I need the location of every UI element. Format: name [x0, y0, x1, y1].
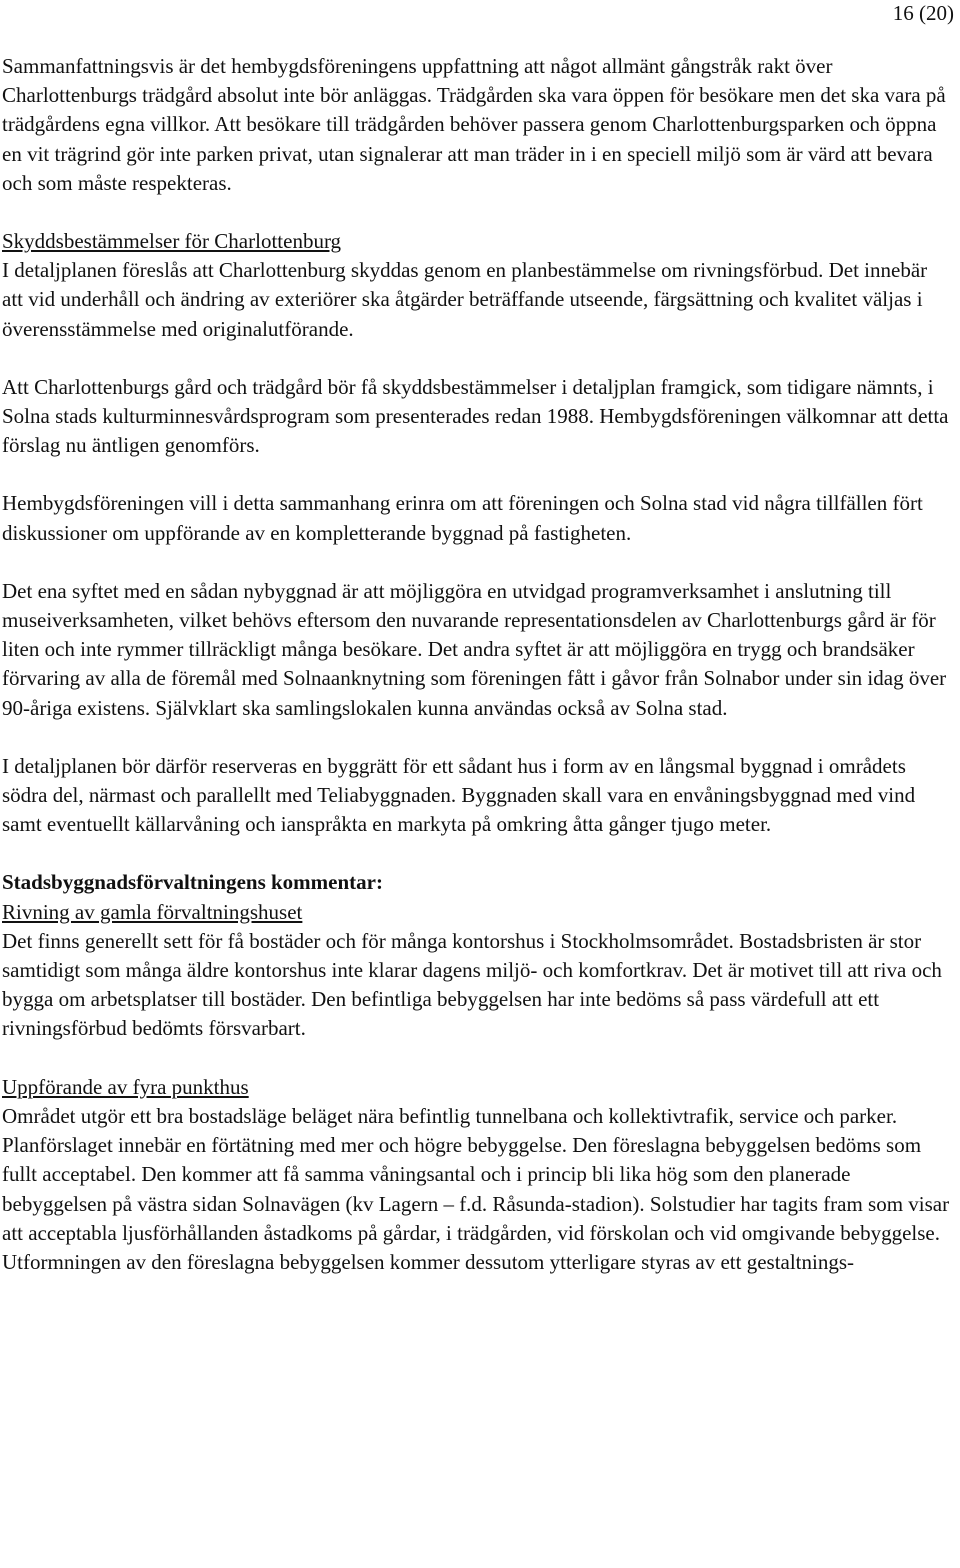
paragraph-kompletterande-byggnad: Hembygdsföreningen vill i detta sammanhang erinra om att föreningen och Solna stad vid några tillfällen fört diskussioner om uppförande av en kompletterande byggnad på fastigheten.: [2, 491, 923, 545]
section-punkthus: [2, 1073, 952, 1277]
paragraph-punkthus: Området utgör ett bra bostadsläge beläget nära befintlig tunnelbana och kollektivtrafik, service och parker. Planförslaget innebär en förtätning med mer och högre bebyggelse. Den föreslagna bebyggelsen bedöms som fullt acceptabel. Den kommer att få samma våningsantal och i princip bli lika hög som den planerade bebyggelsen på västra sidan Solnavägen (kv Lagern – f.d. Råsunda-stadion). Solstudier har tagits fram som visar att acceptabla ljusförhållanden åstadkoms på gårdar, i trädgården, vid förskolan och vid omgivande bebyggelse. Utformningen av den föreslagna bebyggelsen kommer dessutom ytterligare styras av ett gestaltnings-: [2, 1103, 950, 1274]
section-skyddsbestammelser: [2, 227, 952, 344]
section-heading-skyddsbestammelser: Skyddsbestämmelser för Charlottenburg: [2, 229, 342, 254]
paragraph-kulturminnesvard: Att Charlottenburgs gård och trädgård bör få skyddsbestämmelser i detaljplan framgick, som tidigare nämnts, i Solna stads kulturminnesvårdsprogram som presenterades redan 1988. Hembygdsföreningen välkomnar att detta förslag nu äntligen genomförs.: [2, 374, 949, 458]
document-body: [2, 52, 952, 1277]
section-kommentar: [2, 868, 952, 1043]
subheading-rivning: Rivning av gamla förvaltningshuset: [2, 899, 303, 924]
page-number: 16 (20): [892, 1, 954, 25]
paragraph-summary: Sammanfattningsvis är det hembygdsföreningens uppfattning att något allmänt gångstråk rakt över Charlottenburgs trädgård absolut inte bör anläggas. Trädgården ska vara öppen för besökare men det ska vara på trädgårdens egna villkor. Att besökare till trädgården behöver passera genom Charlottenburgsparken och öppna en vit trägrind gör inte parken privat, utan signalerar att man träder in i en speciell miljö som är värd att bevara och som måste respekteras.: [2, 54, 946, 195]
paragraph-skyddsbestammelser: I detaljplanen föreslås att Charlottenburg skyddas genom en planbestämmelse om rivningsförbud. Det innebär att vid underhåll och ändring av exteriörer ska åtgärder beträffande utseende, färgsättning och kvalitet väljas i överensstämmelse med originalutförande.: [2, 258, 928, 341]
paragraph-syften: Det ena syftet med en sådan nybyggnad är att möjliggöra en utvidgad programverksamhet i anslutning till museiverksamheten, vilket behövs eftersom den nuvarande representationsdelen av Charlottenburgs gård är för liten och inte rymmer tillräckligt många besökare. Det andra syftet är att möjliggöra en trygg och brandsäker förvaring av alla de föremål med Solnaanknytning som föreningen fått i gåvor från Solnabor under sin idag över 90-åriga existens. Självklart ska samlingslokalen kunna användas också av Solna stad.: [2, 578, 947, 720]
subheading-punkthus: Uppförande av fyra punkthus: [2, 1074, 249, 1099]
paragraph-byggratt: I detaljplanen bör därför reserveras en byggrätt för ett sådant hus i form av en långsmal byggnad i områdets södra del, närmast och parallellt med Teliabyggnaden. Byggnaden skall vara en envåningsbyggnad med vind samt eventuellt källarvåning och ianspråkta en markyta på omkring åtta gånger tjugo meter.: [2, 753, 916, 837]
paragraph-rivning: Det finns generellt sett för få bostäder och för många kontorshus i Stockholmsområdet. Bostadsbristen är stor samtidigt som många äldre kontorshus inte klarar dagens miljö- och komfortkrav. Det är motivet till att riva och bygga om arbetsplatser till bostäder. Den befintliga bebyggelsen har inte bedöms så pass värdefull att ett rivningsförbud bedömts försvarbart.: [2, 928, 942, 1041]
section-heading-kommentar: Stadsbyggnadsförvaltningens kommentar:: [2, 870, 383, 895]
